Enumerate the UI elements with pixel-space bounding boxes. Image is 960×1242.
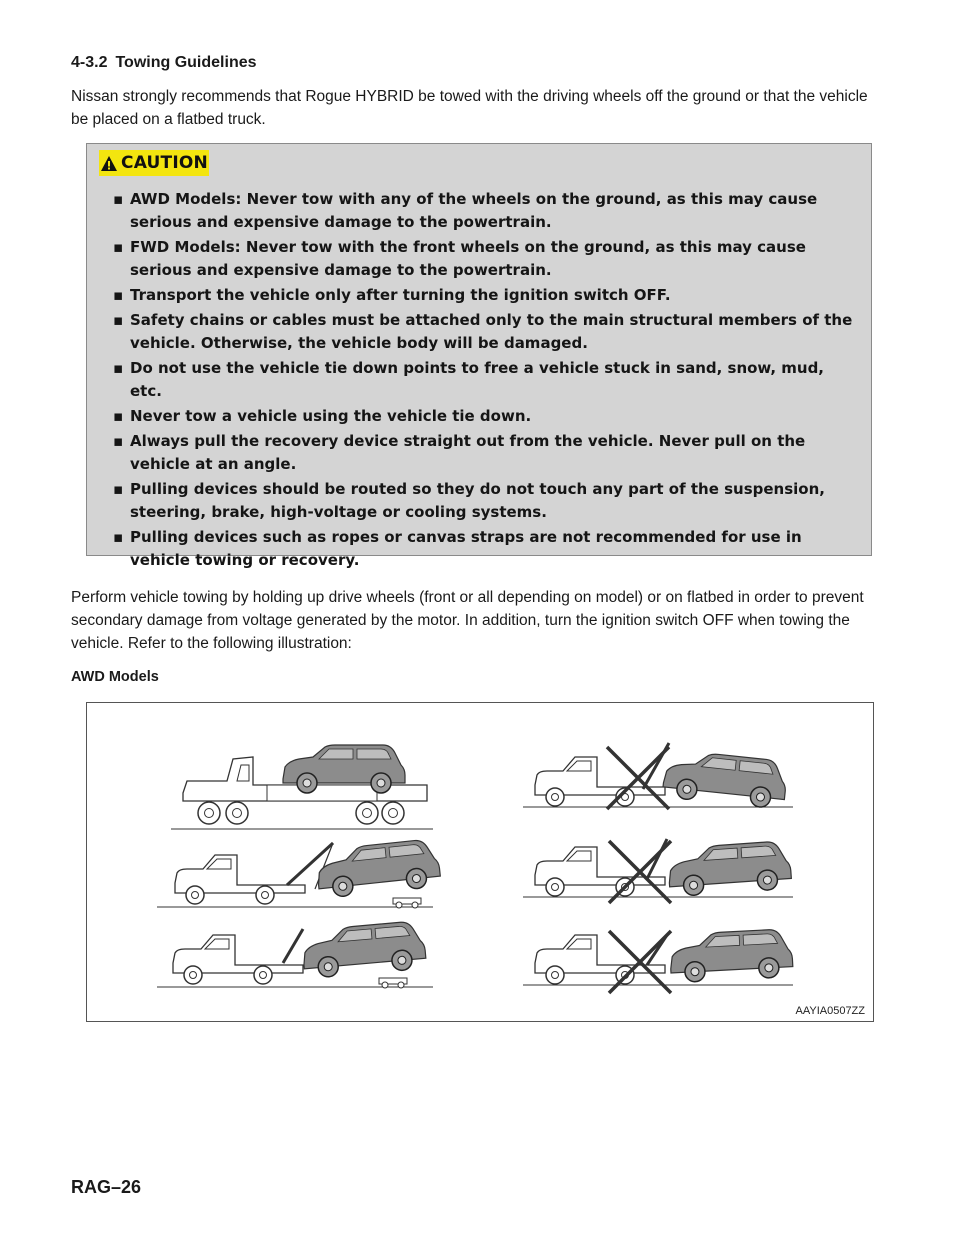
section-heading: [71, 54, 257, 72]
wheel-lift-dolly-allowed: [157, 838, 441, 908]
caution-item: ▪ Always pull the recovery device straight out from the vehicle. Never pull on the vehicle at an angle.: [113, 432, 806, 473]
prohibited-x-icon: [609, 931, 671, 993]
intro-paragraph: Nissan strongly recommends that Rogue HYBRID be towed with the driving wheels off the ground or that the vehicle be placed on a flatbed truck.: [71, 88, 868, 128]
caution-item: ▪ Safety chains or cables must be attached only to the main structural members of the vehicle. Otherwise, the vehicle body will be damaged.: [113, 311, 853, 352]
tow-wheels-on-ground-prohibited: [523, 929, 793, 993]
caution-list: [113, 188, 858, 574]
caution-item: ▪ Never tow a vehicle using the vehicle tie down.: [113, 407, 532, 425]
warning-triangle-icon: [100, 155, 118, 172]
towing-illustration: [86, 702, 874, 1022]
caution-item: ▪ FWD Models: Never tow with the front wheels on the ground, as this may cause serious and expensive damage to the powertrain.: [113, 238, 806, 279]
flatbed-allowed: [171, 745, 433, 829]
tow-front-lift-prohibited: [523, 839, 793, 903]
tow-rear-lift-prohibited: [523, 743, 793, 809]
figure-code: AAYIA0507ZZ: [795, 1005, 865, 1017]
section-number: 4-3.2: [71, 54, 108, 71]
caution-box: [86, 143, 872, 569]
caution-item: ▪ Transport the vehicle only after turning the ignition switch OFF.: [113, 286, 671, 304]
caution-item: ▪ Pulling devices such as ropes or canvas straps are not recommended for use in vehicle towing or recovery.: [113, 528, 802, 569]
section-title: Towing Guidelines: [115, 54, 257, 71]
caution-badge: [99, 150, 209, 176]
tow-dolly-allowed: [157, 920, 433, 988]
prohibited-x-icon: [607, 747, 669, 809]
caution-label: CAUTION: [121, 153, 208, 173]
subsection-title: AWD Models: [71, 669, 159, 685]
page-number: RAG–26: [71, 1177, 142, 1197]
caution-item: ▪ Do not use the vehicle tie down points to free a vehicle stuck in sand, snow, mud, etc.: [113, 359, 824, 400]
prohibited-x-icon: [609, 841, 671, 903]
caution-item: ▪ Pulling devices should be routed so they do not touch any part of the suspension, steering, brake, high-voltage or cooling systems.: [113, 480, 825, 521]
caution-item: ▪ AWD Models: Never tow with any of the wheels on the ground, as this may cause serious and expensive damage to the powertrain.: [113, 190, 818, 231]
towing-paragraph: Perform vehicle towing by holding up drive wheels (front or all depending on model) or on flatbed in order to prevent secondary damage from voltage generated by the motor. In addition, turn the ignition switch OFF when towing the vehicle. Refer to the following illustration:: [71, 589, 864, 652]
towing-diagram: [87, 703, 873, 1021]
